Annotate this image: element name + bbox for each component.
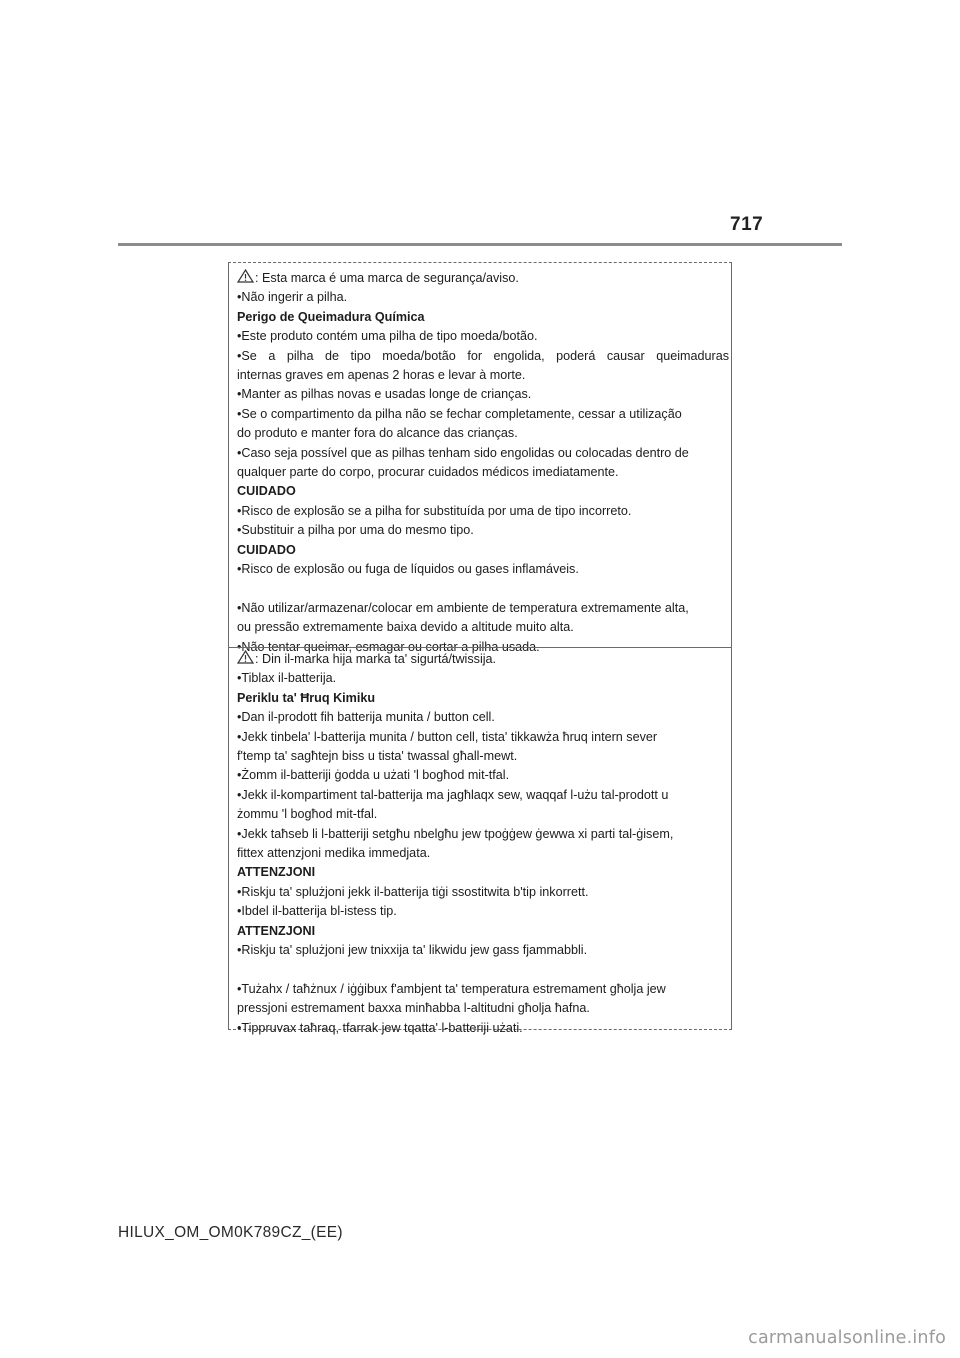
scanned-warning-box <box>228 262 732 1035</box>
text-line: •Jekk tinbela' l-batterija munita / button cell, tista' tikkawża ħruq intern sever <box>237 729 658 744</box>
text-line: •Dan il-prodott fih batterija munita / button cell. <box>237 710 495 725</box>
text-line: fittex attenzjoni medika immedjata. <box>237 846 431 861</box>
text-line: •Não utilizar/armazenar/colocar em ambiente de temperatura extremamente alta, <box>237 600 689 615</box>
text-line: •Tiblax il-batterija. <box>237 671 337 686</box>
text-line: •Não ingerir a pilha. <box>237 290 348 305</box>
maltese-lines <box>237 669 729 1038</box>
watermark: carmanualsonline.info <box>748 1328 946 1348</box>
section-heading: CUIDADO <box>237 484 296 499</box>
warning-mark-line <box>237 650 729 669</box>
text-line: •Ibdel il-batterija bl-istess tip. <box>237 904 397 919</box>
text-line: •Se a pilha de tipo moeda/botão for engolida, poderá causar queimaduras <box>237 348 729 363</box>
warning-mark-text: : Esta marca é uma marca de segurança/aviso. <box>255 271 519 285</box>
document-footer: HILUX_OM_OM0K789CZ_(EE) <box>118 1224 343 1241</box>
text-line: •Risco de explosão ou fuga de líquidos ou gases inflamáveis. <box>237 562 579 577</box>
text-line: pressjoni estremament baxxa minħabba l-altitudni għolja ħafna. <box>237 1001 590 1016</box>
text-line: •Jekk taħseb li l-batteriji setgħu nbelgħu jew tpoġġew ġewwa xi parti tal-ġisem, <box>237 826 674 841</box>
section-heading: ATTENZJONI <box>237 923 316 938</box>
portuguese-warning-section <box>237 269 729 657</box>
text-line: •Manter as pilhas novas e usadas longe de crianças. <box>237 387 532 402</box>
section-heading: Periklu ta' Ħruq Kimiku <box>237 690 376 705</box>
portuguese-lines <box>237 288 729 657</box>
section-divider <box>229 647 731 648</box>
text-line: •Substituir a pilha por uma do mesmo tipo. <box>237 523 474 538</box>
warning-mark-text: : Din il-marka hija marka ta' sigurtá/twissija. <box>255 652 497 666</box>
text-line: ou pressão extremamente baixa devido a altitude muito alta. <box>237 620 574 635</box>
text-line: •Tużahx / taħżnux / iġġibux f'ambjent ta' temperatura estremament għolja jew <box>237 981 666 996</box>
maltese-warning-section <box>237 650 729 1038</box>
section-heading: CUIDADO <box>237 542 296 557</box>
text-line: qualquer parte do corpo, procurar cuidados médicos imediatamente. <box>237 465 619 480</box>
text-line: •Não tentar queimar, esmagar ou cortar a pilha usada. <box>237 639 540 654</box>
blank-line <box>237 579 729 598</box>
text-line: •Riskju ta' splużjoni jekk il-batterija tiġi ssostitwita b'tip inkorrett. <box>237 884 589 899</box>
text-line: •Jekk il-kompartiment tal-batterija ma jagħlaqx sew, waqqaf l-użu tal-prodott u <box>237 787 669 802</box>
warning-mark-line <box>237 269 729 288</box>
text-line: do produto e manter fora do alcance das crianças. <box>237 426 518 441</box>
warning-triangle-icon <box>237 650 254 664</box>
text-line: •Este produto contém uma pilha de tipo moeda/botão. <box>237 329 538 344</box>
text-line: •Risco de explosão se a pilha for substituída por uma de tipo incorreto. <box>237 503 632 518</box>
text-line: żommu 'l bogħod mit-tfal. <box>237 807 378 822</box>
text-line: internas graves em apenas 2 horas e levar à morte. <box>237 368 526 383</box>
section-heading: Perigo de Queimadura Química <box>237 309 425 324</box>
text-line: •Żomm il-batteriji ġodda u użati 'l bogħod mit-tfal. <box>237 768 510 783</box>
text-line: f'temp ta' sagħtejn biss u tista' twassal għall-mewt. <box>237 749 518 764</box>
warning-triangle-icon <box>237 269 254 283</box>
text-line: •Caso seja possível que as pilhas tenham sido engolidas ou colocadas dentro de <box>237 445 689 460</box>
header-rule <box>118 243 842 246</box>
text-line: •Tippruvax taħraq, tfarrak jew tqatta' l-batteriji użati. <box>237 1020 523 1035</box>
page-number: 717 <box>730 214 764 235</box>
text-line: •Riskju ta' splużjoni jew tnixxija ta' likwidu jew gass fjammabbli. <box>237 943 588 958</box>
blank-line <box>237 961 729 980</box>
text-line: •Se o compartimento da pilha não se fechar completamente, cessar a utilização <box>237 406 682 421</box>
section-heading: ATTENZJONI <box>237 865 316 880</box>
